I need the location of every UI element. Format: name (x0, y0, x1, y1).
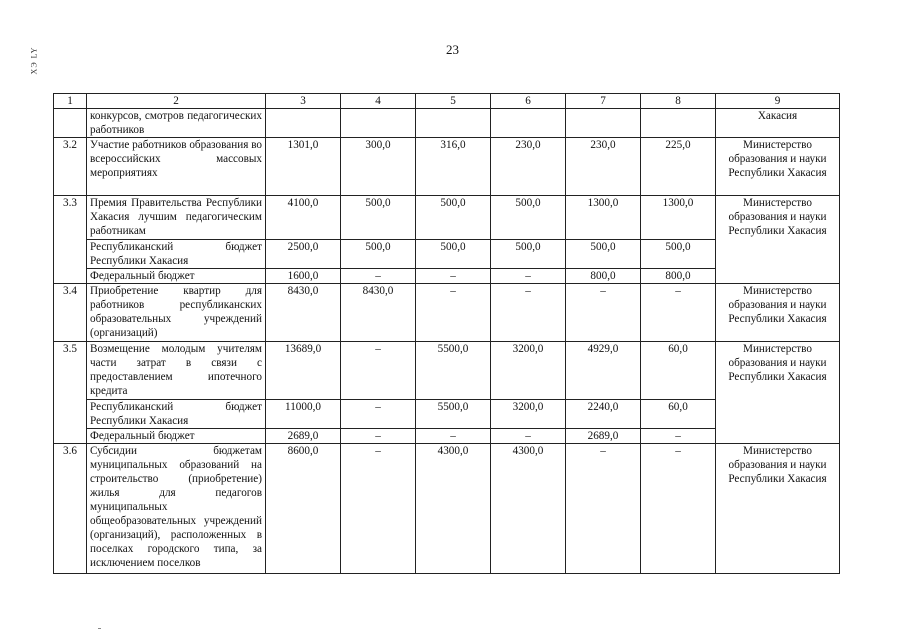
value-col-5: 5500,0 (416, 342, 491, 400)
row-name: Субсидии бюджетам муниципальных образований на строительство (приобретение) жилья для педагогов муниципальных общеобразовательных учреждений (организаций), расположенных в поселках городского типа, за исключением поселков (87, 444, 266, 574)
value-col-5: – (416, 284, 491, 342)
value-col-6: 4300,0 (491, 444, 566, 574)
value-col-4 (341, 109, 416, 138)
row-name: Возмещение молодым учителям части затрат в связи с предоставлением ипотечного кредита (87, 342, 266, 400)
executor: Министерство образования и науки Республики Хакасия (716, 444, 840, 574)
value-col-5: 5500,0 (416, 400, 491, 429)
value-col-7: 4929,0 (566, 342, 641, 400)
table-row (54, 196, 840, 240)
value-col-3: 4100,0 (266, 196, 341, 240)
row-number: 3.6 (54, 444, 87, 574)
value-col-8: – (641, 444, 716, 574)
executor: Министерство образования и науки Республики Хакасия (716, 284, 840, 342)
scan-speck (98, 628, 101, 629)
col-header-2: 2 (87, 94, 266, 109)
col-header-7: 7 (566, 94, 641, 109)
value-col-7: – (566, 444, 641, 574)
executor: Министерство образования и науки Республики Хакасия (716, 196, 840, 284)
value-col-6: – (491, 284, 566, 342)
value-col-8: 60,0 (641, 400, 716, 429)
value-col-5: 500,0 (416, 240, 491, 269)
value-col-5: – (416, 429, 491, 444)
row-name: конкурсов, смотров педагогических работников (87, 109, 266, 138)
value-col-3: 8600,0 (266, 444, 341, 574)
value-col-7: 800,0 (566, 269, 641, 284)
col-header-4: 4 (341, 94, 416, 109)
margin-stamp-text: XЭ LY (29, 46, 39, 74)
value-col-8: 500,0 (641, 240, 716, 269)
value-col-5: 316,0 (416, 138, 491, 196)
value-col-5: 500,0 (416, 196, 491, 240)
table-row (54, 284, 840, 342)
value-col-7: 1300,0 (566, 196, 641, 240)
value-col-6: 500,0 (491, 196, 566, 240)
row-name: Участие работников образования во всероссийских массовых мероприятиях (87, 138, 266, 196)
value-col-8: – (641, 284, 716, 342)
row-name: Федеральный бюджет (87, 429, 266, 444)
row-name: Республиканский бюджет Республики Хакасия (87, 240, 266, 269)
table-row (54, 444, 840, 574)
value-col-6 (491, 109, 566, 138)
value-col-3 (266, 109, 341, 138)
row-number: 3.4 (54, 284, 87, 342)
row-number: 3.3 (54, 196, 87, 284)
value-col-4: – (341, 444, 416, 574)
value-col-7: 230,0 (566, 138, 641, 196)
col-header-1: 1 (54, 94, 87, 109)
value-col-3: 2500,0 (266, 240, 341, 269)
page-number: 23 (446, 42, 459, 57)
value-col-4: – (341, 342, 416, 400)
value-col-3: 1600,0 (266, 269, 341, 284)
value-col-7 (566, 109, 641, 138)
value-col-8 (641, 109, 716, 138)
value-col-6: 3200,0 (491, 400, 566, 429)
margin-stamp (26, 40, 42, 80)
executor: Министерство образования и науки Республики Хакасия (716, 138, 840, 196)
table-row (54, 342, 840, 400)
value-col-4: – (341, 269, 416, 284)
row-number: 3.2 (54, 138, 87, 196)
col-header-5: 5 (416, 94, 491, 109)
value-col-6: – (491, 429, 566, 444)
table-row (54, 109, 840, 138)
col-header-8: 8 (641, 94, 716, 109)
value-col-8: 225,0 (641, 138, 716, 196)
value-col-6: – (491, 269, 566, 284)
row-name: Федеральный бюджет (87, 269, 266, 284)
table-row (54, 138, 840, 196)
col-header-9: 9 (716, 94, 840, 109)
value-col-4: 8430,0 (341, 284, 416, 342)
row-name: Приобретение квартир для работников республиканских образовательных учреждений (организаций) (87, 284, 266, 342)
budget-table (53, 93, 840, 574)
executor: Хакасия (716, 109, 840, 138)
value-col-3: 13689,0 (266, 342, 341, 400)
value-col-5 (416, 109, 491, 138)
row-number: 3.5 (54, 342, 87, 444)
value-col-4: 500,0 (341, 240, 416, 269)
value-col-7: 2240,0 (566, 400, 641, 429)
value-col-6: 500,0 (491, 240, 566, 269)
value-col-7: – (566, 284, 641, 342)
value-col-4: 500,0 (341, 196, 416, 240)
executor: Министерство образования и науки Республики Хакасия (716, 342, 840, 444)
value-col-8: 800,0 (641, 269, 716, 284)
row-number (54, 109, 87, 138)
value-col-4: 300,0 (341, 138, 416, 196)
value-col-6: 230,0 (491, 138, 566, 196)
value-col-3: 1301,0 (266, 138, 341, 196)
value-col-6: 3200,0 (491, 342, 566, 400)
value-col-4: – (341, 429, 416, 444)
row-name: Республиканский бюджет Республики Хакасия (87, 400, 266, 429)
col-header-6: 6 (491, 94, 566, 109)
value-col-8: – (641, 429, 716, 444)
row-name: Премия Правительства Республики Хакасия лучшим педагогическим работникам (87, 196, 266, 240)
value-col-3: 2689,0 (266, 429, 341, 444)
value-col-8: 60,0 (641, 342, 716, 400)
value-col-7: 500,0 (566, 240, 641, 269)
value-col-5: – (416, 269, 491, 284)
value-col-5: 4300,0 (416, 444, 491, 574)
value-col-7: 2689,0 (566, 429, 641, 444)
value-col-3: 11000,0 (266, 400, 341, 429)
value-col-3: 8430,0 (266, 284, 341, 342)
value-col-8: 1300,0 (641, 196, 716, 240)
col-header-3: 3 (266, 94, 341, 109)
value-col-4: – (341, 400, 416, 429)
header-row (54, 94, 840, 109)
